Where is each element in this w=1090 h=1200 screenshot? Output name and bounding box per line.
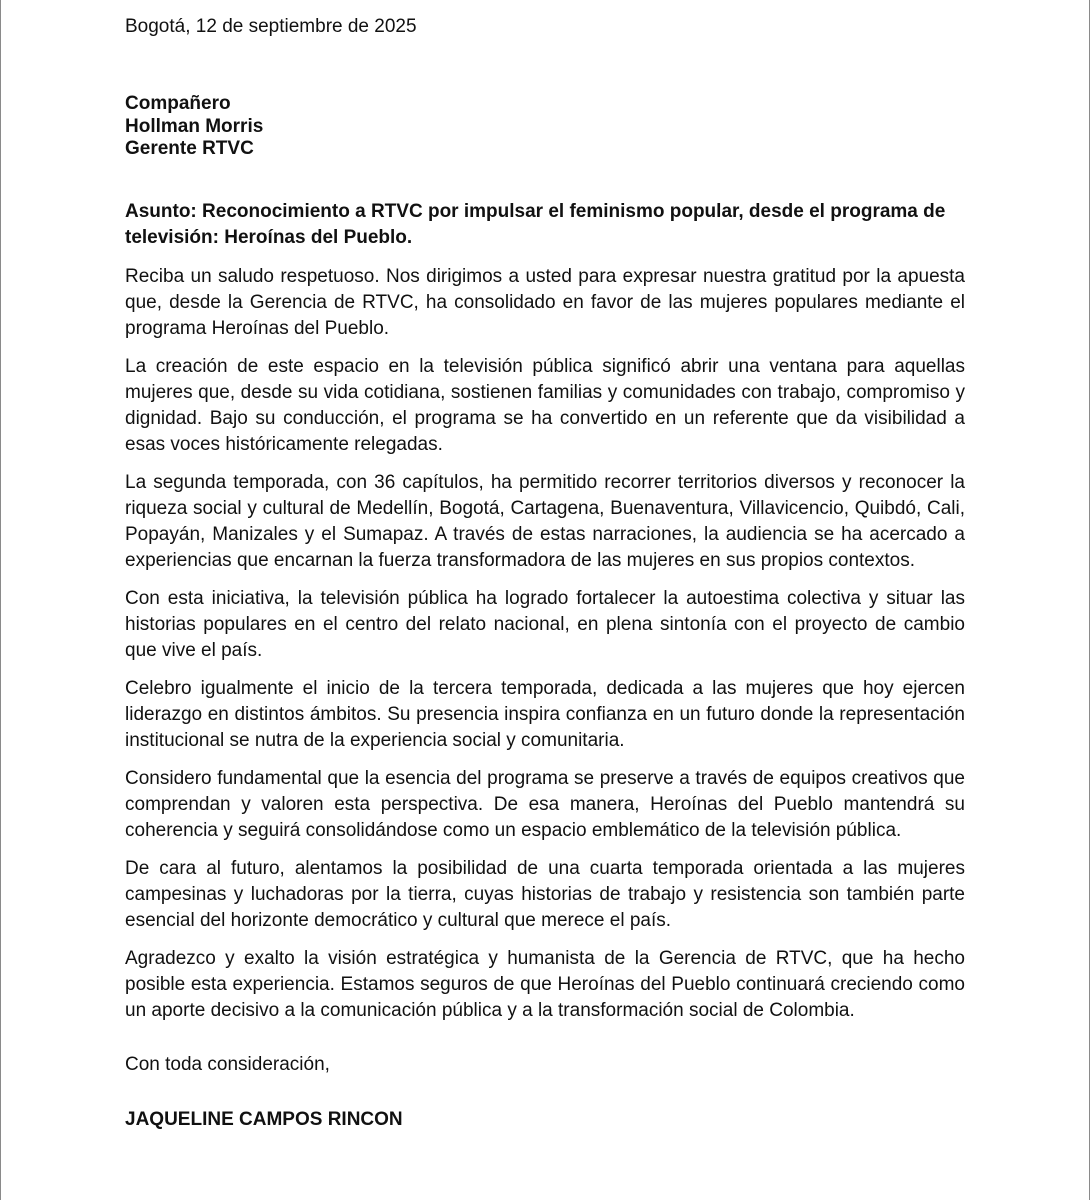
- body-paragraph: De cara al futuro, alentamos la posibilidad de una cuarta temporada orientada a las mujeres campesinas y luchadoras por la tierra, cuyas historias de trabajo y resistencia son también parte esencial del horizonte democrático y cultural que merece el país.: [125, 857, 965, 931]
- letter-content: [125, 14, 965, 1133]
- recipient-block: [125, 93, 965, 161]
- body-paragraph: Reciba un saludo respetuoso. Nos dirigimos a usted para expresar nuestra gratitud por la apuesta que, desde la Gerencia de RTVC, ha consolidado en favor de las mujeres populares mediante el programa Heroínas del Pueblo.: [125, 265, 965, 339]
- signature-name: JAQUELINE CAMPOS RINCON: [125, 1108, 403, 1130]
- body-paragraph: Celebro igualmente el inicio de la tercera temporada, dedicada a las mujeres que hoy ejercen liderazgo en distintos ámbitos. Su presencia inspira confianza en un futuro donde la representación institucional se nutra de la experiencia social y comunitaria.: [125, 677, 965, 751]
- recipient-salutation: Compañero: [125, 93, 231, 114]
- recipient-title: Gerente RTVC: [125, 138, 254, 159]
- letter-closing: Con toda consideración,: [125, 1053, 330, 1075]
- body-paragraph: Agradezco y exalto la visión estratégica y humanista de la Gerencia de RTVC, que ha hecho posible esta experiencia. Estamos seguros de que Heroínas del Pueblo continuará creciendo como un aporte decisivo a la comunicación pública y a la transformación social de Colombia.: [125, 947, 965, 1021]
- letter-subject: Asunto: Reconocimiento a RTVC por impulsar el feminismo popular, desde el programa de televisión: Heroínas del Pueblo.: [125, 200, 946, 248]
- body-paragraph: Considero fundamental que la esencia del programa se preserve a través de equipos creativos que comprendan y valoren esta perspectiva. De esa manera, Heroínas del Pueblo mantendrá su coherencia y seguirá consolidándose como un espacio emblemático de la televisión pública.: [125, 767, 965, 841]
- recipient-name: Hollman Morris: [125, 115, 264, 137]
- body-paragraph: La segunda temporada, con 36 capítulos, ha permitido recorrer territorios diversos y reconocer la riqueza social y cultural de Medellín, Bogotá, Cartagena, Buenaventura, Villavicencio, Quibdó, Cali, Popayán, Manizales y el Sumapaz. A través de estas narraciones, la audiencia se ha acercado a experiencias que encarnan la fuerza transformadora de las mujeres en sus propios contextos.: [125, 471, 965, 571]
- body-paragraph: Con esta iniciativa, la televisión pública ha logrado fortalecer la autoestima colectiva y situar las historias populares en el centro del relato nacional, en plena sintonía con el proyecto de cambio que vive el país.: [125, 587, 965, 661]
- letter-date: Bogotá, 12 de septiembre de 2025: [125, 16, 417, 37]
- body-paragraph: La creación de este espacio en la televisión pública significó abrir una ventana para aquellas mujeres que, desde su vida cotidiana, sostienen familias y comunidades con trabajo, compromiso y dignidad. Bajo su conducción, el programa se ha convertido en un referente que da visibilidad a esas voces históricamente relegadas.: [125, 355, 965, 455]
